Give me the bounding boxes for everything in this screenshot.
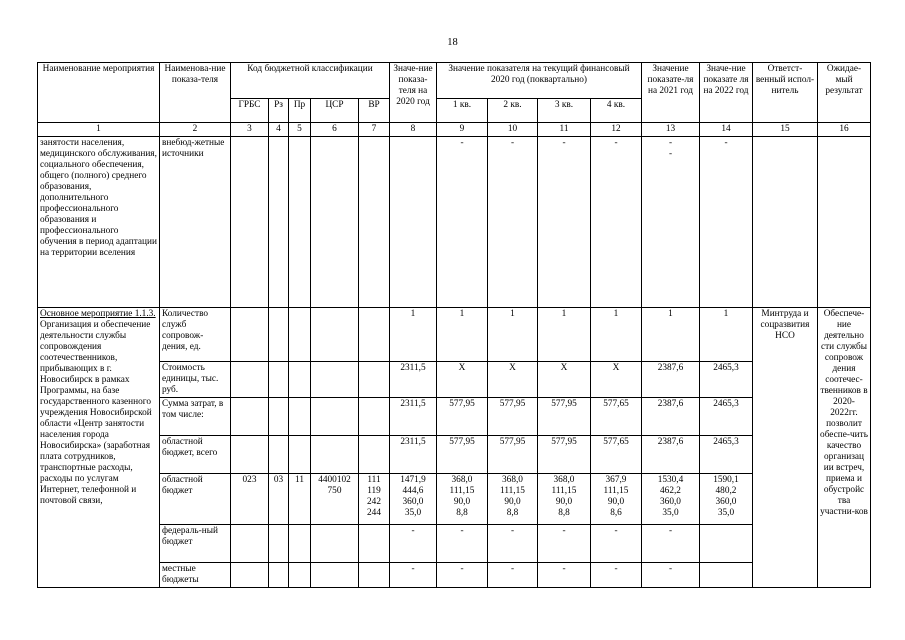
activity-title: Основное мероприятие 1.1.3. xyxy=(40,309,156,319)
grbs-value xyxy=(231,525,269,563)
indicator-name: федераль-ный бюджет xyxy=(160,525,231,563)
value-2020: 2311,5 xyxy=(390,362,437,398)
value-2022: 2465,3 xyxy=(700,398,753,436)
col-number: 1 xyxy=(38,123,160,137)
col-number: 9 xyxy=(437,123,488,137)
value-2022: 2465,3 xyxy=(700,362,753,398)
col-number: 2 xyxy=(160,123,231,137)
rz-value xyxy=(269,362,289,398)
q4-value: - xyxy=(591,563,642,588)
vr-value xyxy=(359,398,390,436)
indicator-name: Сумма затрат, в том числе: xyxy=(160,398,231,436)
header-q4: 4 кв. xyxy=(591,99,642,123)
col-number: 16 xyxy=(818,123,871,137)
indicator-name: местные бюджеты xyxy=(160,563,231,588)
value-2022: 2465,3 xyxy=(700,436,753,474)
indicator-name: внебюд-жетные источники xyxy=(160,137,231,308)
q3-value: 577,95 xyxy=(538,398,591,436)
indicator-name: областной бюджет, всего xyxy=(160,436,231,474)
value-2022 xyxy=(700,525,753,563)
rz-value xyxy=(269,398,289,436)
q4-value: 577,65 xyxy=(591,436,642,474)
header-csr: ЦСР xyxy=(311,99,359,123)
col-number: 6 xyxy=(311,123,359,137)
q3-value: - xyxy=(538,563,591,588)
activity-cell xyxy=(38,308,160,588)
column-numbers-row xyxy=(38,123,871,137)
pr-value xyxy=(289,563,311,588)
value-2021: - xyxy=(642,525,700,563)
header-budget-code: Код бюджетной классификации xyxy=(231,63,390,99)
q2-value: 368,0 111,15 90,0 8,8 xyxy=(488,474,538,525)
value-2020: 1 xyxy=(390,308,437,362)
pr-value xyxy=(289,308,311,362)
table-row xyxy=(38,362,871,398)
col-number: 4 xyxy=(269,123,289,137)
q4-value: - xyxy=(591,525,642,563)
table-row xyxy=(38,398,871,436)
header-value-2020: Значе-ние показа-теля на 2020 год xyxy=(390,63,437,123)
pr-value xyxy=(289,398,311,436)
table-row xyxy=(38,525,871,563)
header-indicator: Наименова-ние показа-теля xyxy=(160,63,231,123)
vr-value xyxy=(359,436,390,474)
header-responsible: Ответст-венный испол-нитель xyxy=(753,63,818,123)
csr-value: 4400102 750 xyxy=(311,474,359,525)
q2-value: - xyxy=(488,525,538,563)
q1-value: 368,0 111,15 90,0 8,8 xyxy=(437,474,488,525)
rz-value xyxy=(269,308,289,362)
q2-value: 577,95 xyxy=(488,398,538,436)
csr-value xyxy=(311,308,359,362)
q4-value: 367,9 111,15 90,0 8,6 xyxy=(591,474,642,525)
pr-value xyxy=(289,525,311,563)
pr-value xyxy=(289,436,311,474)
grbs-value: 023 xyxy=(231,474,269,525)
value-2022 xyxy=(700,563,753,588)
vr-value xyxy=(359,308,390,362)
value-2022: - xyxy=(700,137,753,308)
value-2020: - xyxy=(390,563,437,588)
q2-value: - xyxy=(488,137,538,308)
q1-value: X xyxy=(437,362,488,398)
value-2020: 2311,5 xyxy=(390,398,437,436)
col-number: 7 xyxy=(359,123,390,137)
value-2022: 1590,1 480,2 360,0 35,0 xyxy=(700,474,753,525)
activity-text: занятости населения, медицинского обслуживания, социального обеспечения, общего (полного) среднего образования, дополнительного профессионального образования и профессионального обучения в период адаптации на территории вселения xyxy=(38,137,160,308)
csr-value xyxy=(311,398,359,436)
q2-value: 1 xyxy=(488,308,538,362)
col-number: 10 xyxy=(488,123,538,137)
col-number: 3 xyxy=(231,123,269,137)
q2-value: 577,95 xyxy=(488,436,538,474)
q1-value: - xyxy=(437,525,488,563)
vr-value: 111 119 242 244 xyxy=(359,474,390,525)
value-2021: 2387,6 xyxy=(642,398,700,436)
table-row xyxy=(38,474,871,525)
expected-result: Обеспече-ние деятельно сти службы сопровож дения соотечес-твенников в 2020-2022гг. позволит обеспе-чить качество организац ии встреч, приема и обустройс тва участни-ков xyxy=(818,308,871,588)
q3-value: 368,0 111,15 90,0 8,8 xyxy=(538,474,591,525)
grbs-value xyxy=(231,563,269,588)
q1-value: 577,95 xyxy=(437,398,488,436)
csr-value xyxy=(311,362,359,398)
value-2021: 1 xyxy=(642,308,700,362)
value-2020: - xyxy=(390,525,437,563)
table-row xyxy=(38,137,871,308)
rz-value: 03 xyxy=(269,474,289,525)
value-2022: 1 xyxy=(700,308,753,362)
header-pr: Пр xyxy=(289,99,311,123)
activity-text: Организация и обеспечение деятельности службы сопровождения соотечественников, прибывающих в г. Новосибирск в рамках Программы, на базе государственного казенного учреждения Новосибирской области «Центр занятости населения города Новосибирска» (заработная плата сотрудников, транспортные расходы, расходы по услугам Интернет, телефонной и почтовой связи, xyxy=(40,320,152,506)
q1-value: 1 xyxy=(437,308,488,362)
value-2020: 2311,5 xyxy=(390,436,437,474)
header-grbs: ГРБС xyxy=(231,99,269,123)
value-2021: - xyxy=(642,563,700,588)
col-number: 5 xyxy=(289,123,311,137)
col-number: 11 xyxy=(538,123,591,137)
csr-value xyxy=(311,436,359,474)
vr-value xyxy=(359,563,390,588)
rz-value xyxy=(269,525,289,563)
csr-value xyxy=(311,525,359,563)
table-row xyxy=(38,563,871,588)
col-number: 14 xyxy=(700,123,753,137)
q4-value: X xyxy=(591,362,642,398)
page-number: 18 xyxy=(447,37,458,48)
indicator-name: Стоимость единицы, тыс. руб. xyxy=(160,362,231,398)
header-activity: Наименование мероприятия xyxy=(38,63,160,123)
col-number: 8 xyxy=(390,123,437,137)
q1-value: - xyxy=(437,563,488,588)
header-current-year: Значение показателя на текущий финансовый 2020 год (поквартально) xyxy=(437,63,642,99)
value-2021: 2387,6 xyxy=(642,436,700,474)
q3-value: 1 xyxy=(538,308,591,362)
value-2021: - - xyxy=(642,137,700,308)
col-number: 13 xyxy=(642,123,700,137)
q2-value: X xyxy=(488,362,538,398)
q4-value: 1 xyxy=(591,308,642,362)
header-value-2022: Значе-ние показате ля на 2022 год xyxy=(700,63,753,123)
value-2021: 1530,4 462,2 360,0 35,0 xyxy=(642,474,700,525)
q1-value: 577,95 xyxy=(437,436,488,474)
vr-value xyxy=(359,525,390,563)
q3-value: 577,95 xyxy=(538,436,591,474)
q3-value: - xyxy=(538,137,591,308)
header-q2: 2 кв. xyxy=(488,99,538,123)
col-number: 12 xyxy=(591,123,642,137)
q1-value: - xyxy=(437,137,488,308)
header-expected-result: Ожидае-мый результат xyxy=(818,63,871,123)
q3-value: X xyxy=(538,362,591,398)
grbs-value xyxy=(231,398,269,436)
rz-value xyxy=(269,563,289,588)
q3-value: - xyxy=(538,525,591,563)
pr-value xyxy=(289,362,311,398)
rz-value xyxy=(269,436,289,474)
grbs-value xyxy=(231,436,269,474)
pr-value: 11 xyxy=(289,474,311,525)
grbs-value xyxy=(231,308,269,362)
value-2020: 1471,9 444,6 360,0 35,0 xyxy=(390,474,437,525)
header-q3: 3 кв. xyxy=(538,99,591,123)
vr-value xyxy=(359,362,390,398)
table-row xyxy=(38,436,871,474)
value-2021: 2387,6 xyxy=(642,362,700,398)
q4-value: - xyxy=(591,137,642,308)
q2-value: - xyxy=(488,563,538,588)
header-q1: 1 кв. xyxy=(437,99,488,123)
responsible-executor: Минтруда и соцразвития НСО xyxy=(753,308,818,588)
header-rz: Рз xyxy=(269,99,289,123)
indicator-name: областной бюджет xyxy=(160,474,231,525)
col-number: 15 xyxy=(753,123,818,137)
grbs-value xyxy=(231,362,269,398)
csr-value xyxy=(311,563,359,588)
table-row xyxy=(38,308,871,362)
program-activities-table xyxy=(37,62,871,588)
q4-value: 577,65 xyxy=(591,398,642,436)
header-vr: ВР xyxy=(359,99,390,123)
indicator-name: Количество служб сопровож-дения, ед. xyxy=(160,308,231,362)
header-value-2021: Значение показате-ля на 2021 год xyxy=(642,63,700,123)
